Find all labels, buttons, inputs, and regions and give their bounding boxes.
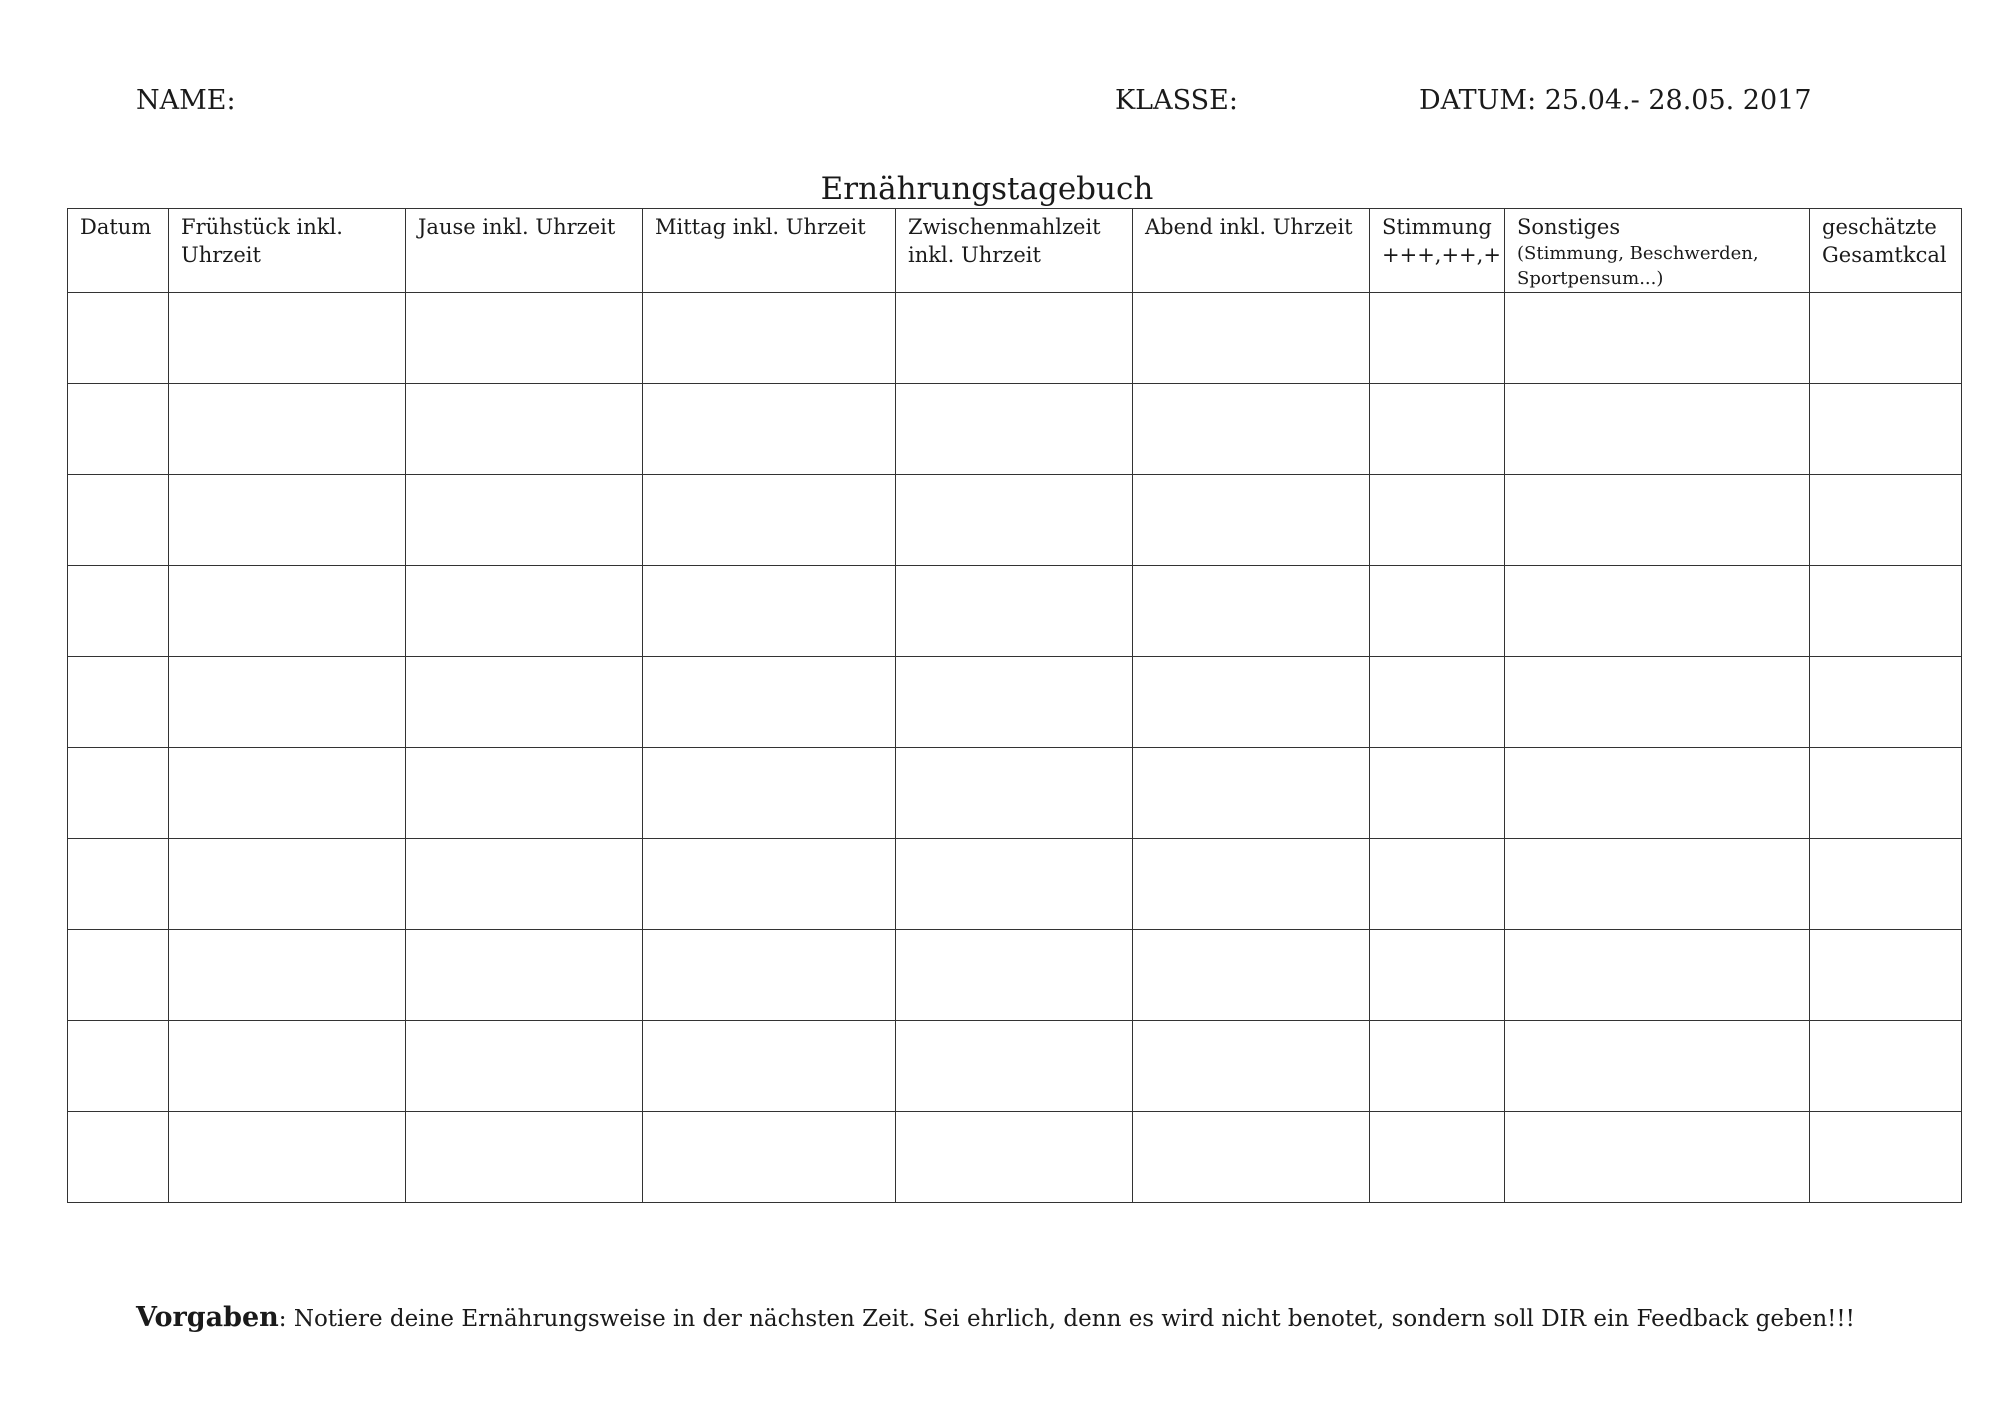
- table-cell[interactable]: [1370, 657, 1505, 748]
- column-header-subtext: (Stimmung, Beschwerden, Sportpensum...): [1517, 243, 1759, 289]
- table-cell[interactable]: [406, 930, 643, 1021]
- table-cell[interactable]: [1370, 1021, 1505, 1112]
- table-cell[interactable]: [1505, 839, 1810, 930]
- table-cell[interactable]: [643, 1112, 896, 1203]
- table-cell[interactable]: [1133, 748, 1370, 839]
- table-row: [68, 748, 1962, 839]
- column-header-text: Mittag inkl. Uhrzeit: [655, 215, 866, 239]
- table-row: [68, 475, 1962, 566]
- date-label: DATUM: 25.04.- 28.05. 2017: [1419, 85, 1812, 116]
- table-cell[interactable]: [1810, 1021, 1962, 1112]
- column-header-text: Abend inkl. Uhrzeit: [1145, 215, 1353, 239]
- table-cell[interactable]: [896, 384, 1133, 475]
- table-cell[interactable]: [1370, 293, 1505, 384]
- table-cell[interactable]: [68, 748, 169, 839]
- table-cell[interactable]: [896, 1021, 1133, 1112]
- table-cell[interactable]: [896, 293, 1133, 384]
- table-cell[interactable]: [68, 839, 169, 930]
- table-cell[interactable]: [1810, 930, 1962, 1021]
- table-cell[interactable]: [406, 748, 643, 839]
- column-header-text: Uhrzeit: [181, 243, 261, 267]
- table-cell[interactable]: [1133, 930, 1370, 1021]
- table-cell[interactable]: [1810, 475, 1962, 566]
- table-row: [68, 930, 1962, 1021]
- table-cell[interactable]: [643, 1021, 896, 1112]
- table-cell[interactable]: [68, 566, 169, 657]
- table-cell[interactable]: [406, 657, 643, 748]
- table-cell[interactable]: [1133, 566, 1370, 657]
- table-cell[interactable]: [1810, 839, 1962, 930]
- table-cell[interactable]: [1810, 293, 1962, 384]
- table-cell[interactable]: [643, 293, 896, 384]
- instructions-lead: Vorgaben: [136, 1302, 279, 1333]
- table-cell[interactable]: [643, 657, 896, 748]
- class-label: KLASSE:: [1115, 85, 1238, 116]
- table-cell[interactable]: [1133, 475, 1370, 566]
- table-cell[interactable]: [1505, 293, 1810, 384]
- table-cell[interactable]: [1505, 384, 1810, 475]
- table-cell[interactable]: [406, 1112, 643, 1203]
- table-cell[interactable]: [406, 475, 643, 566]
- table-cell[interactable]: [1370, 384, 1505, 475]
- table-cell[interactable]: [1505, 930, 1810, 1021]
- table-cell[interactable]: [1505, 748, 1810, 839]
- table-cell[interactable]: [169, 1021, 406, 1112]
- nutrition-diary-table: [67, 208, 1962, 1203]
- table-cell[interactable]: [169, 293, 406, 384]
- table-cell[interactable]: [68, 293, 169, 384]
- table-cell[interactable]: [68, 1021, 169, 1112]
- table-cell[interactable]: [406, 293, 643, 384]
- column-header-text: Jause inkl. Uhrzeit: [418, 215, 616, 239]
- table-cell[interactable]: [1133, 384, 1370, 475]
- table-cell[interactable]: [1810, 657, 1962, 748]
- table-cell[interactable]: [1133, 1112, 1370, 1203]
- table-cell[interactable]: [1505, 1021, 1810, 1112]
- column-header-other: [1505, 209, 1810, 293]
- column-header-text: Frühstück inkl.: [181, 215, 343, 239]
- column-header-text: Gesamtkcal: [1822, 243, 1947, 267]
- table-cell[interactable]: [169, 1112, 406, 1203]
- table-cell[interactable]: [1370, 1112, 1505, 1203]
- column-header-between-meal: [896, 209, 1133, 293]
- table-cell[interactable]: [643, 748, 896, 839]
- table-cell[interactable]: [1370, 748, 1505, 839]
- table-cell[interactable]: [68, 1112, 169, 1203]
- table-cell[interactable]: [1370, 566, 1505, 657]
- table-cell[interactable]: [1505, 475, 1810, 566]
- name-label: NAME:: [136, 85, 236, 116]
- table-cell[interactable]: [1370, 930, 1505, 1021]
- table-row: [68, 1021, 1962, 1112]
- table-cell[interactable]: [896, 930, 1133, 1021]
- table-cell[interactable]: [643, 475, 896, 566]
- table-cell[interactable]: [1505, 566, 1810, 657]
- table-cell[interactable]: [406, 839, 643, 930]
- table-cell[interactable]: [68, 475, 169, 566]
- table-cell[interactable]: [169, 384, 406, 475]
- table-row: [68, 566, 1962, 657]
- table-cell[interactable]: [406, 566, 643, 657]
- instructions-text: : Notiere deine Ernährungsweise in der nächsten Zeit. Sei ehrlich, denn es wird nicht benotet, sondern soll DIR ein Feedback geben!!!: [278, 1306, 1855, 1332]
- table-cell[interactable]: [406, 384, 643, 475]
- column-header-snack: [406, 209, 643, 293]
- column-header-text: inkl. Uhrzeit: [908, 243, 1041, 267]
- table-row: [68, 839, 1962, 930]
- table-cell[interactable]: [1810, 384, 1962, 475]
- table-cell[interactable]: [896, 657, 1133, 748]
- column-header-date: [68, 209, 169, 293]
- table-cell[interactable]: [1505, 1112, 1810, 1203]
- table-body: [68, 293, 1962, 1203]
- table-cell[interactable]: [1133, 1021, 1370, 1112]
- table-cell[interactable]: [1133, 657, 1370, 748]
- document-title: Ernährungstagebuch: [820, 171, 1154, 207]
- table-cell[interactable]: [169, 566, 406, 657]
- column-header-text: Zwischenmahlzeit: [908, 215, 1101, 239]
- table-cell[interactable]: [68, 930, 169, 1021]
- table-cell[interactable]: [169, 839, 406, 930]
- table-cell[interactable]: [68, 384, 169, 475]
- table-cell[interactable]: [406, 1021, 643, 1112]
- table-cell[interactable]: [643, 566, 896, 657]
- table-cell[interactable]: [1370, 839, 1505, 930]
- table-cell[interactable]: [68, 657, 169, 748]
- table-cell[interactable]: [896, 566, 1133, 657]
- table-cell[interactable]: [896, 748, 1133, 839]
- column-header-mood: [1370, 209, 1505, 293]
- table-cell[interactable]: [169, 475, 406, 566]
- column-header-text: geschätzte: [1822, 215, 1937, 239]
- table-cell[interactable]: [169, 930, 406, 1021]
- table-cell[interactable]: [1810, 566, 1962, 657]
- table-cell[interactable]: [169, 748, 406, 839]
- column-header-breakfast: [169, 209, 406, 293]
- table-cell[interactable]: [643, 930, 896, 1021]
- table-row: [68, 657, 1962, 748]
- table-cell[interactable]: [896, 475, 1133, 566]
- column-header-lunch: [643, 209, 896, 293]
- column-header-text: +++,++,+: [1382, 243, 1501, 267]
- column-header-text: Stimmung: [1382, 215, 1492, 239]
- table-row: [68, 1112, 1962, 1203]
- instructions-note: [136, 1302, 1855, 1335]
- column-header-text: Datum: [80, 215, 152, 239]
- column-header-text: Sonstiges: [1517, 215, 1621, 239]
- table-cell[interactable]: [1370, 475, 1505, 566]
- table-cell[interactable]: [169, 657, 406, 748]
- table-cell[interactable]: [1505, 657, 1810, 748]
- table-cell[interactable]: [1133, 839, 1370, 930]
- table-header-row: [68, 209, 1962, 293]
- table-cell[interactable]: [1810, 1112, 1962, 1203]
- column-header-total-kcal: [1810, 209, 1962, 293]
- table-cell[interactable]: [1810, 748, 1962, 839]
- table-row: [68, 384, 1962, 475]
- table-cell[interactable]: [896, 839, 1133, 930]
- table-cell[interactable]: [1133, 293, 1370, 384]
- table-cell[interactable]: [643, 384, 896, 475]
- column-header-dinner: [1133, 209, 1370, 293]
- table-cell[interactable]: [643, 839, 896, 930]
- table-cell[interactable]: [896, 1112, 1133, 1203]
- table-row: [68, 293, 1962, 384]
